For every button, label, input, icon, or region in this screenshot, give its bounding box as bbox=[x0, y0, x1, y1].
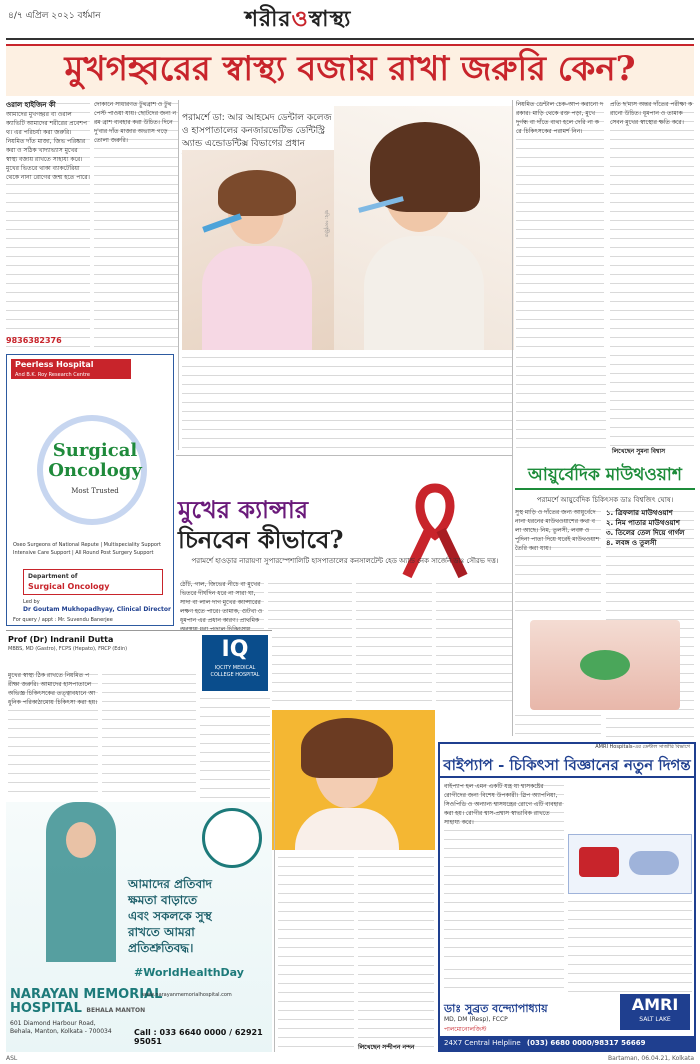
dept-line-2: Surgical Oncology bbox=[28, 582, 110, 591]
narayan-ad[interactable] bbox=[6, 802, 272, 1052]
pledge-line-1: আমাদের প্রতিবাদ bbox=[128, 877, 212, 891]
article-col-1 bbox=[6, 100, 90, 348]
divider bbox=[512, 100, 513, 736]
amri-top: AMRI Hospitals-এর ডেন্টাল সার্জারি বিভাগে bbox=[595, 744, 690, 750]
narayan-emblem bbox=[202, 808, 262, 868]
article-col-2 bbox=[94, 100, 178, 348]
cancer-title-1: মুখের ক্যান্সার bbox=[178, 495, 309, 524]
col1-text: আমাদের মুখগহ্বর বা ওরাল ক্যাভিটি আমাদের শরীরের প্রবেশপথ। এর পরিচর্যা করা জরুরি। নিয়মিত দাঁত মাজা, জিভ পরিষ্কার করা ও সঠিক খাদ্যাভ্যাস মুখের স্বাস্থ্য বজায় রাখতে সাহায্য করে। মুখের ভিতরে থাকা ব্যাকটেরিয়া থেকে নানা রোগের জন্ম হতে পারে। bbox=[6, 111, 90, 181]
masthead-right: স্বাস্থ্য bbox=[308, 6, 352, 32]
pledge-line-2: ক্ষমতা বাড়াতে bbox=[128, 893, 198, 907]
amri-logo-text: AMRI bbox=[631, 995, 679, 1014]
cancer-text: ঠোঁট, গাল, জিভের নীচে বা মুখের ভিতরে দীর্ঘদিন ধরে না সারা ঘা, সাদা বা লাল দাগ মুখের ক্যান্সারের লক্ষণ হতে পারে। তামাক, গুটখা ও ধূমপান এর প্রধান কারণ। প্রাথমিক bbox=[180, 581, 263, 624]
amri-ad[interactable] bbox=[438, 742, 696, 1052]
narayan-name-2: HOSPITAL bbox=[10, 1001, 82, 1016]
col3-text: নিয়মিত ডেন্টাল চেক-আপ করানো দরকার। মাড়ি থেকে রক্ত পড়া, মুখে দুর্গন্ধ বা দাঁতে ব্যথা হলে দেরি না করে চিকিৎসকের পরামর্শ নিন। bbox=[516, 101, 604, 135]
ayur-byline: পরামর্শে আয়ুর্বেদিক চিকিৎসক ডাঃ বিশ্বজিৎ ঘোষ। bbox=[536, 496, 674, 504]
article-col-3 bbox=[516, 100, 604, 350]
oncology-title-2: Oncology bbox=[48, 460, 142, 481]
iq-col-1 bbox=[8, 671, 98, 799]
dateline: ৪/৭ এপ্রিল ২০২১ বর্ধমান bbox=[8, 11, 101, 21]
oncology-tagline: Most Trusted bbox=[71, 487, 119, 495]
cancer-col-6 bbox=[358, 854, 434, 1050]
amri-title: বাইপ্যাপ - চিকিৎসা বিজ্ঞানের নতুন দিগন্ত bbox=[440, 754, 694, 778]
cancer-title-2: চিনবেন কীভাবে? bbox=[178, 525, 344, 554]
narayan-branch: BEHALA MANTON bbox=[86, 1007, 146, 1014]
oncology-title-1: Surgical bbox=[52, 440, 138, 461]
article-writer: লিখেছেন সুমনা বিশ্বাস bbox=[612, 448, 666, 455]
col4-text: প্রতি ছ'মাস অন্তর দাঁতের পরীক্ষা করানো উচিত। ধূমপান ও তামাক সেবন মুখের স্বাস্থ্যের ক্ষতি করে। bbox=[610, 101, 693, 126]
masthead bbox=[245, 2, 351, 39]
photo-credit: ছবি: সংগৃহীত bbox=[323, 210, 329, 238]
amri-col-3 bbox=[444, 966, 564, 996]
peerless-brand: Peerless Hospital bbox=[15, 360, 94, 369]
article-continuation-2 bbox=[516, 354, 606, 450]
address-line-2: Behala, Manton, Kolkata - 700034 bbox=[10, 1028, 112, 1035]
doctor-face bbox=[66, 822, 96, 858]
iq-degrees: MBBS, MD (Gastro), FCPS (Hepato), FRCP (Edin) bbox=[8, 646, 128, 652]
divider bbox=[176, 455, 512, 456]
narayan-pledge bbox=[128, 876, 268, 956]
ayur-text: সুস্থ মাড়ি ও দাঁতের জন্য আয়ুর্বেদে নানা ধরনের মাউথওয়াশের কথা বলা আছে। নিম, তুলসী, লবঙ্গ ও পুদিনা পাতা দিয়ে ঘরেই মাউথওয়াশ তৈরি করা যায়। bbox=[515, 509, 600, 552]
page-footer bbox=[0, 1052, 700, 1064]
ayur-col-3 bbox=[515, 712, 601, 740]
peerless-query: For query / appt : Mr. Suvendu Banerjee bbox=[13, 617, 113, 623]
ayur-col-1 bbox=[515, 508, 601, 618]
iq-doctor: Prof (Dr) Indranil Dutta bbox=[8, 635, 114, 644]
girl-brushing-photo bbox=[182, 150, 334, 350]
cancer-col-2 bbox=[268, 580, 352, 706]
led-by bbox=[23, 599, 40, 605]
subhead-oral-hygiene: ওরাল হাইজিন কী bbox=[6, 101, 56, 109]
ayur-title: আয়ুর্বেদিক মাউথওয়াশ bbox=[515, 464, 695, 490]
woman-smiling-photo bbox=[265, 710, 435, 850]
department-box bbox=[23, 569, 163, 595]
cancer-writer: লিখেছেন সন্দীপন নন্দন bbox=[358, 1044, 415, 1051]
footer-right: Bartaman, 06.04.21, Kolkata bbox=[607, 1054, 694, 1062]
led-by-label: Led by bbox=[23, 599, 40, 605]
narayan-phone: Call : 033 6640 0000 / 62921 95051 bbox=[134, 1028, 263, 1046]
narayan-name-1: NARAYAN MEMORIAL bbox=[10, 987, 163, 1002]
narayan-website[interactable]: www.narayanmemorialhospital.com bbox=[142, 992, 232, 998]
iq-col-2 bbox=[102, 671, 196, 799]
ayur-list-2: ২. নিম পাতার মাউথওয়াশ bbox=[606, 519, 680, 527]
amri-helpline-bar bbox=[440, 1036, 694, 1050]
amri-logo bbox=[620, 994, 690, 1030]
amri-col-1 bbox=[444, 782, 564, 962]
peerless-doctor: Dr Goutam Mukhopadhyay, Clinical Director bbox=[23, 606, 171, 613]
article-continuation bbox=[182, 354, 512, 450]
cancer-byline: পরামর্শে হাওড়ার নারায়ণা সুপারস্পেশালিটি হাসপাতালের কনসালটেন্ট হেড অ্যান্ড নেক সার্জেন ডাঃ সৌরভ দত্ত। bbox=[191, 557, 499, 565]
cancer-title bbox=[178, 495, 368, 555]
amri-logo-sub: SALT LAKE bbox=[639, 1016, 671, 1023]
iq-logo-top: IQ bbox=[221, 637, 249, 662]
dept-line-1: Department of bbox=[28, 573, 78, 580]
byline-text: পরামর্শে ডা: আর আহমেদ ডেন্টাল কলেজ ও হাসপাতালের কনজারভেটিভ ডেন্টিস্ট্রি অ্যান্ড এন্ডোডন্টিক্স বিভাগের প্রধান bbox=[182, 113, 332, 149]
peerless-desc-1: Oseo Surgeons of National Repute | Multispeciality Support bbox=[13, 542, 161, 548]
woman-brushing-photo bbox=[334, 106, 514, 350]
address-line-1: 601 Diamond Harbour Road, bbox=[10, 1020, 96, 1027]
peerless-desc bbox=[13, 541, 171, 557]
ayur-list-3: ৩. তিলের তেল দিয়ে গার্গল bbox=[606, 529, 685, 537]
footer-left: ASL bbox=[6, 1054, 18, 1062]
header-rule bbox=[6, 38, 694, 40]
amri-doctor: ডাঃ সুব্রত বন্দ্যোপাধ্যায় bbox=[444, 1002, 548, 1015]
bipap-machine-image bbox=[568, 834, 692, 894]
page-title: মুখগহ্বরের স্বাস্থ্য বজায় রাখা জরুরি কেন? bbox=[6, 44, 694, 96]
iq-col-3 bbox=[200, 695, 270, 799]
peerless-desc-2: Intensive Care Support | All Round Post Surgery Support bbox=[13, 550, 154, 556]
world-health-day-hashtag: #WorldHealthDay bbox=[134, 966, 244, 979]
iqcity-ad[interactable] bbox=[6, 630, 272, 802]
cancer-col-4 bbox=[436, 580, 512, 706]
ayur-list-4: ৪. লবঙ্গ ও তুলসী bbox=[606, 539, 657, 547]
article-col-4 bbox=[610, 100, 694, 450]
masthead-left: শরীর bbox=[245, 6, 292, 32]
peerless-logo bbox=[11, 359, 131, 379]
narayan-address bbox=[10, 1020, 112, 1036]
divider bbox=[178, 100, 179, 450]
amri-dept: পালমোনোলজিস্ট bbox=[444, 1026, 487, 1033]
oncology-title bbox=[25, 441, 165, 501]
divider bbox=[274, 740, 275, 1052]
pledge-line-3: এবং সকলকে সুস্থ bbox=[128, 909, 212, 923]
iq-text: মুখের স্বাস্থ্য ঠিক রাখতে নিয়মিত পরীক্ষা জরুরি। আমাদের হাসপাতালে অভিজ্ঞ চিকিৎসকের তত্ত্বাবধানে আধুনিক পরিকাঠামোয় চিকিৎসা করা হয়। bbox=[8, 672, 98, 706]
amri-phone: (033) 6680 0000/98317 56669 bbox=[526, 1039, 646, 1047]
amri-helpline: 24X7 Central Helpline bbox=[444, 1039, 521, 1047]
narayan-name bbox=[10, 988, 162, 1018]
col2-text: দোকানে সাধারণত টুথব্রাশ ও টুথপেস্ট পাওয়া যায়। ছোটদের জন্য নরম ব্রাশ ব্যবহার করা উচিত। দিনে দু'বার দাঁত মাজার অভ্যাস গড়ে তোলা জরুরি। bbox=[94, 101, 177, 144]
pledge-line-5: প্রতিশ্রুতিবদ্ধ। bbox=[128, 941, 194, 955]
cancer-col-3 bbox=[356, 580, 432, 706]
iqcity-logo bbox=[202, 635, 268, 691]
peerless-ad[interactable] bbox=[6, 354, 174, 626]
amri-degree: MD, DM (Resp), FCCP bbox=[444, 1016, 508, 1023]
ayur-list-1: ১. ত্রিফলার মাউথওয়াশ bbox=[606, 509, 673, 517]
iq-logo-name: IQCITY MEDICAL COLLEGE HOSPITAL bbox=[210, 665, 260, 678]
amri-text: বাইপ্যাপ হল এমন একটি যন্ত্র যা শ্বাসকষ্টের রোগীদের জন্য বিশেষ উপকারী। স্লিপ অ্যাপনিয়া, সিওপিডি ও অন্যান্য শ্বাসযন্ত্রের রোগে এটি ব্যবহার করা হয়। রোগীর শ্বাস-প্রশ্বাস স্বাভাবিক রাখতে সাহায্য করে। bbox=[444, 783, 562, 826]
pledge-line-4: রাখতে আমরা bbox=[128, 925, 195, 939]
masthead-mid: ও bbox=[291, 6, 309, 32]
cancer-col-5 bbox=[278, 854, 354, 1050]
peerless-sub: And B.K. Roy Research Centre bbox=[15, 372, 90, 378]
mouthwash-leaf-photo bbox=[530, 620, 680, 710]
contact-number: 9836382376 bbox=[6, 336, 62, 345]
amri-col-2 bbox=[568, 898, 692, 994]
